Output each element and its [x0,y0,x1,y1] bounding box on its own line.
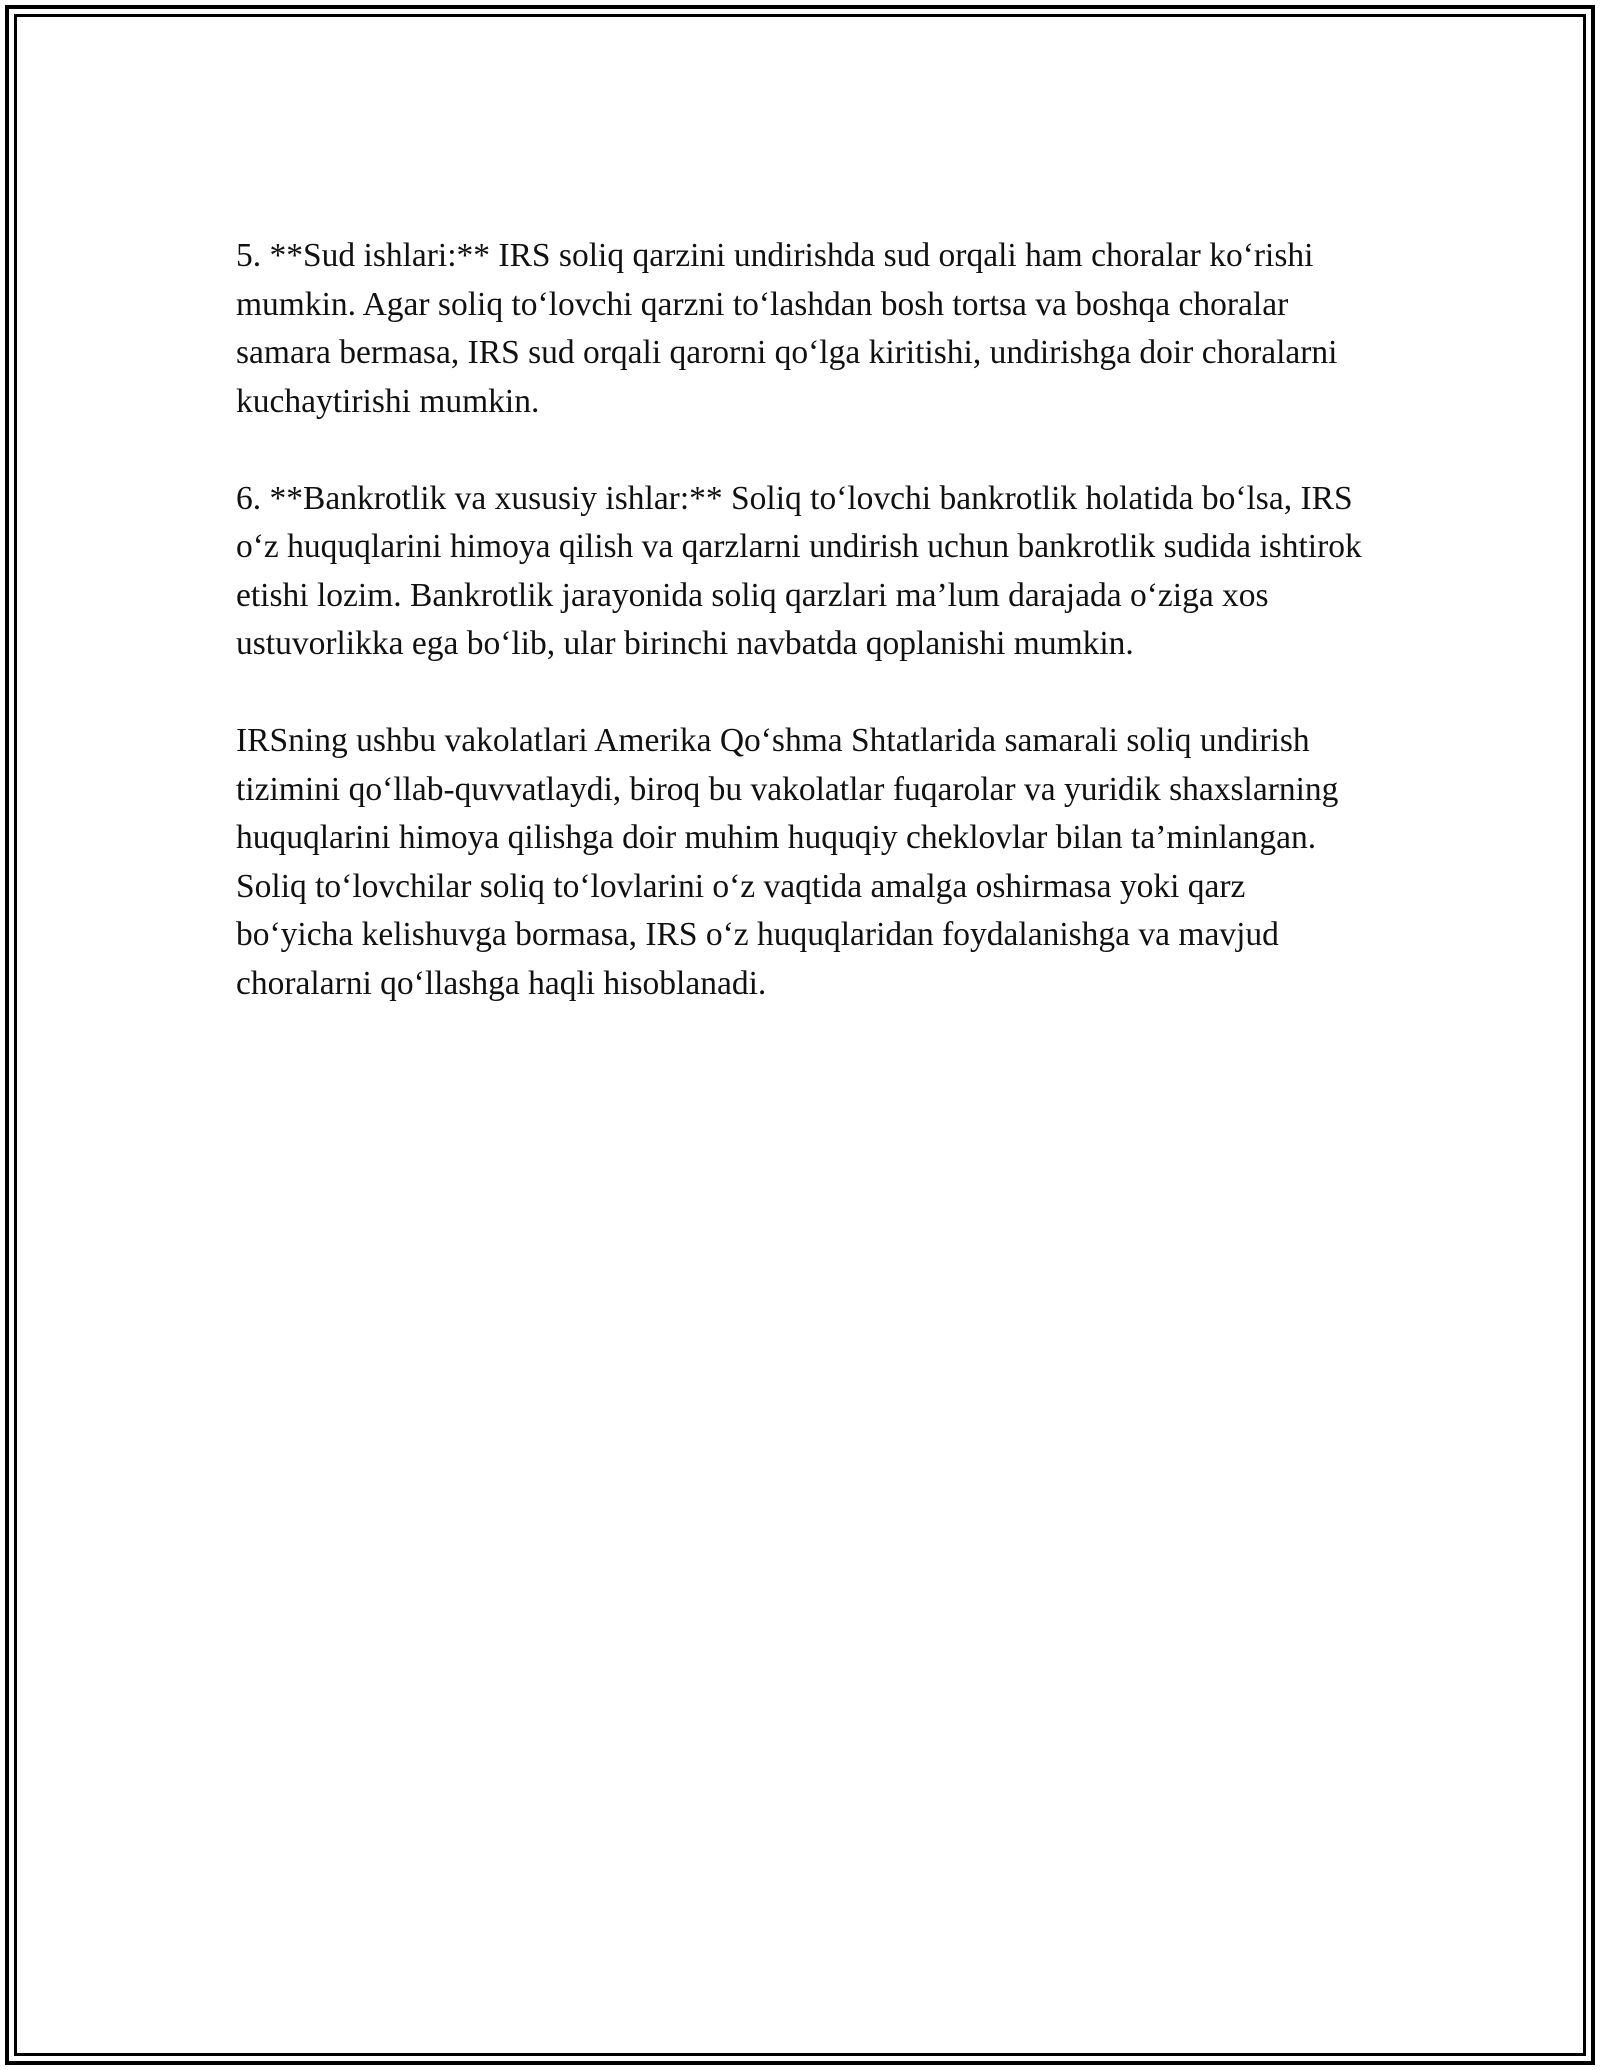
paragraph-court-proceedings: 5. **Sud ishlari:** IRS soliq qarzini undirishda sud orqali ham choralar ko‘rishi mumkin. Agar soliq to‘lovchi qarzni to‘lashdan bosh tortsa va boshqa choralar samara bermasa, IRS sud orqali qarorni qo‘lga kiritishi, undirishga doir choralarni kuchaytirishi mumkin. [236,237,1338,420]
document-body [236,232,1366,1057]
paragraph-conclusion: IRSning ushbu vakolatlari Amerika Qo‘shma Shtatlarida samarali soliq undirish tizimini qo‘llab-quvvatlaydi, biroq bu vakolatlar fuqarolar va yuridik shaxslarning huquqlarini himoya qilishga doir muhim huquqiy cheklovlar bilan ta’minlangan. Soliq to‘lovchilar soliq to‘lovlarini o‘z vaqtida amalga oshirmasa yoki qarz bo‘yicha kelishuvga bormasa, IRS o‘z huquqlaridan foydalanishga va mavjud choralarni qo‘llashga haqli hisoblanadi. [236,722,1339,1002]
paragraph-bankruptcy: 6. **Bankrotlik va xususiy ishlar:** Soliq to‘lovchi bankrotlik holatida bo‘lsa, IRS o‘z huquqlarini himoya qilish va qarzlarni undirish uchun bankrotlik sudida ishtirok etishi lozim. Bankrotlik jarayonida soliq qarzlari ma’lum darajada o‘ziga xos ustuvorlikka ega bo‘lib, ular birinchi navbatda qoplanishi mumkin. [236,479,1362,662]
